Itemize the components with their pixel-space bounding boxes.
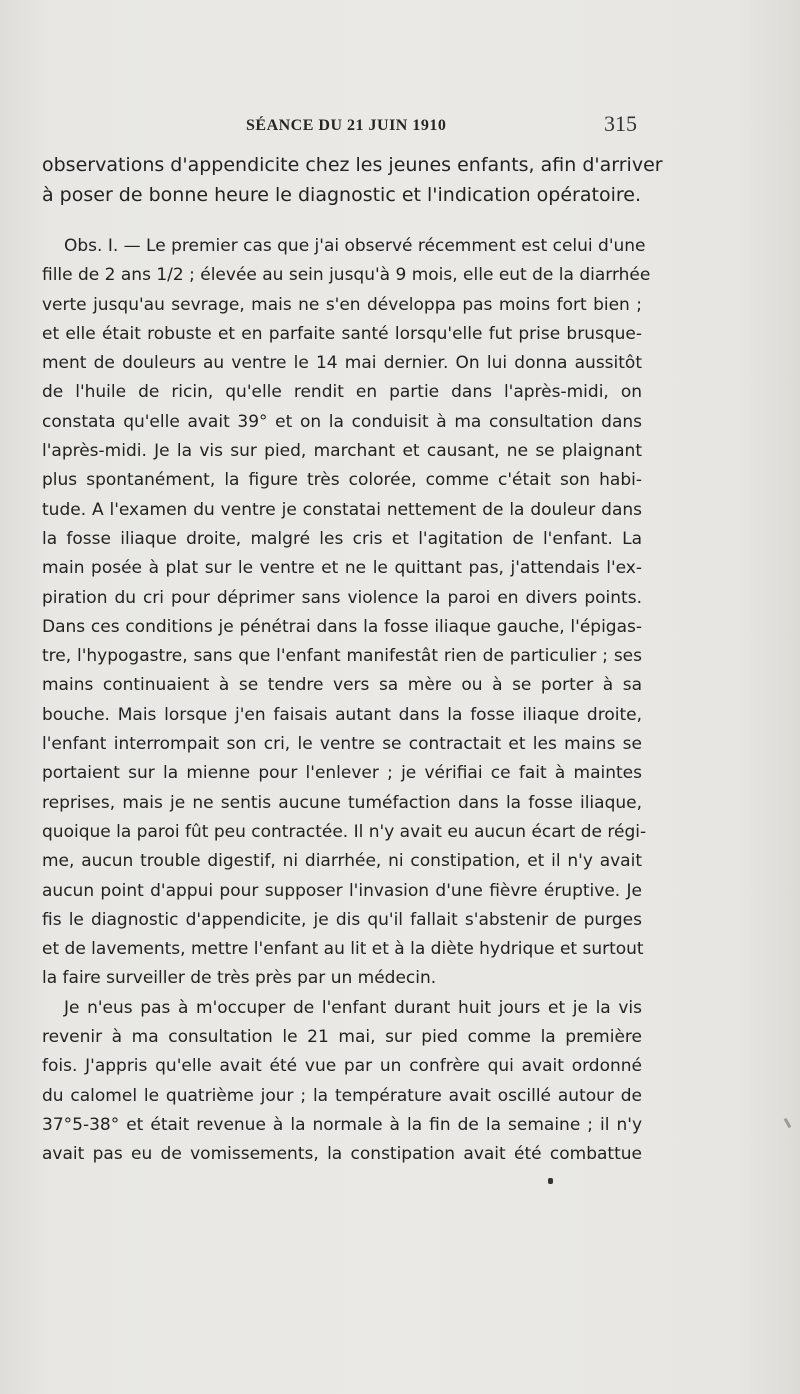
text-line: 37°5-38° et était revenue à la normale à la fin de la semaine ; il n'y [42, 1114, 642, 1135]
text-line: quoique la paroi fût peu contractée. Il n'y avait eu aucun écart de régi- [42, 821, 647, 842]
text-line: de l'huile de ricin, qu'elle rendit en partie dans l'après-midi, on [42, 382, 642, 403]
body-text [42, 150, 663, 1170]
ink-dot [548, 1178, 553, 1184]
text-line: mains continuaient à se tendre vers sa mère ou à se porter à sa [42, 675, 642, 696]
text-line: revenir à ma consultation le 21 mai, sur pied comme la première [42, 1027, 642, 1048]
text-line: Je n'eus pas à m'occuper de l'enfant durant huit jours et je la vis [64, 997, 642, 1018]
text-line: et de lavements, mettre l'enfant au lit et à la diète hydrique et surtout [42, 939, 644, 960]
text-line: à poser de bonne heure le diagnostic et l'indication opératoire. [42, 184, 641, 206]
text-line: tude. A l'examen du ventre je constatai nettement de la douleur dans [42, 499, 642, 520]
text-line: tre, l'hypogastre, sans que l'enfant manifestât rien de particulier ; ses [42, 646, 642, 667]
text-line: main posée à plat sur le ventre et ne le quittant pas, j'attendais l'ex- [42, 558, 642, 579]
text-line: verte jusqu'au sevrage, mais ne s'en développa pas moins fort bien ; [42, 294, 642, 315]
text-line: fois. J'appris qu'elle avait été vue par un confrère qui avait ordonné [42, 1056, 642, 1077]
continuation-paragraph [42, 994, 642, 1170]
text-line: bouche. Mais lorsque j'en faisais autant dans la fosse iliaque droite, [42, 704, 642, 725]
text-line: Obs. I. — Le premier cas que j'ai observé récemment est celui d'une [64, 236, 646, 256]
text-line: Dans ces conditions je pénétrai dans la fosse iliaque gauche, l'épigas- [42, 616, 642, 637]
margin-speck [784, 1118, 792, 1128]
text-line: reprises, mais je ne sentis aucune tuméfaction dans la fosse iliaque, [42, 792, 642, 813]
text-line: la fosse iliaque droite, malgré les cris et l'agitation de l'enfant. La [42, 528, 642, 549]
text-line: portaient sur la mienne pour l'enlever ; je vérifiai ce fait à maintes [42, 763, 642, 784]
text-line: et elle était robuste et en parfaite santé lorsqu'elle fut prise brusque- [42, 323, 642, 344]
text-line: avait pas eu de vomissements, la constipation avait été combattue [42, 1144, 642, 1165]
paragraph-gap [42, 210, 642, 232]
text-line: aucun point d'appui pour supposer l'invasion d'une fièvre éruptive. Je [42, 880, 642, 901]
text-line: ment de douleurs au ventre le 14 mai dernier. On lui donna aussitôt [42, 353, 642, 374]
text-line: plus spontanément, la figure très colorée, comme c'était son habi- [42, 470, 642, 491]
text-line: constata qu'elle avait 39° et on la conduisit à ma consultation dans [42, 411, 642, 432]
text-line: l'enfant interrompait son cri, le ventre se contractait et les mains se [42, 734, 642, 755]
running-head: SÉANCE DU 21 JUIN 1910 [246, 117, 447, 134]
text-line: observations d'appendicite chez les jeunes enfants, afin d'arriver [42, 154, 663, 176]
page-header [0, 111, 800, 141]
text-line: l'après-midi. Je la vis sur pied, marchant et causant, ne se plaignant [42, 441, 642, 462]
text-line: me, aucun trouble digestif, ni diarrhée, ni constipation, et il n'y avait [42, 851, 642, 872]
text-line: fis le diagnostic d'appendicite, je dis qu'il fallait s'abstenir de purges [42, 909, 642, 930]
lead-paragraph [42, 150, 663, 210]
observation-paragraph [42, 232, 651, 994]
text-line: la faire surveiller de très près par un médecin. [42, 968, 437, 989]
text-line: piration du cri pour déprimer sans violence la paroi en divers points. [42, 587, 642, 608]
text-line: fille de 2 ans 1/2 ; élevée au sein jusqu'à 9 mois, elle eut de la diarrhée [42, 265, 651, 286]
page-number: 315 [604, 111, 637, 136]
text-line: du calomel le quatrième jour ; la température avait oscillé autour de [42, 1085, 642, 1106]
